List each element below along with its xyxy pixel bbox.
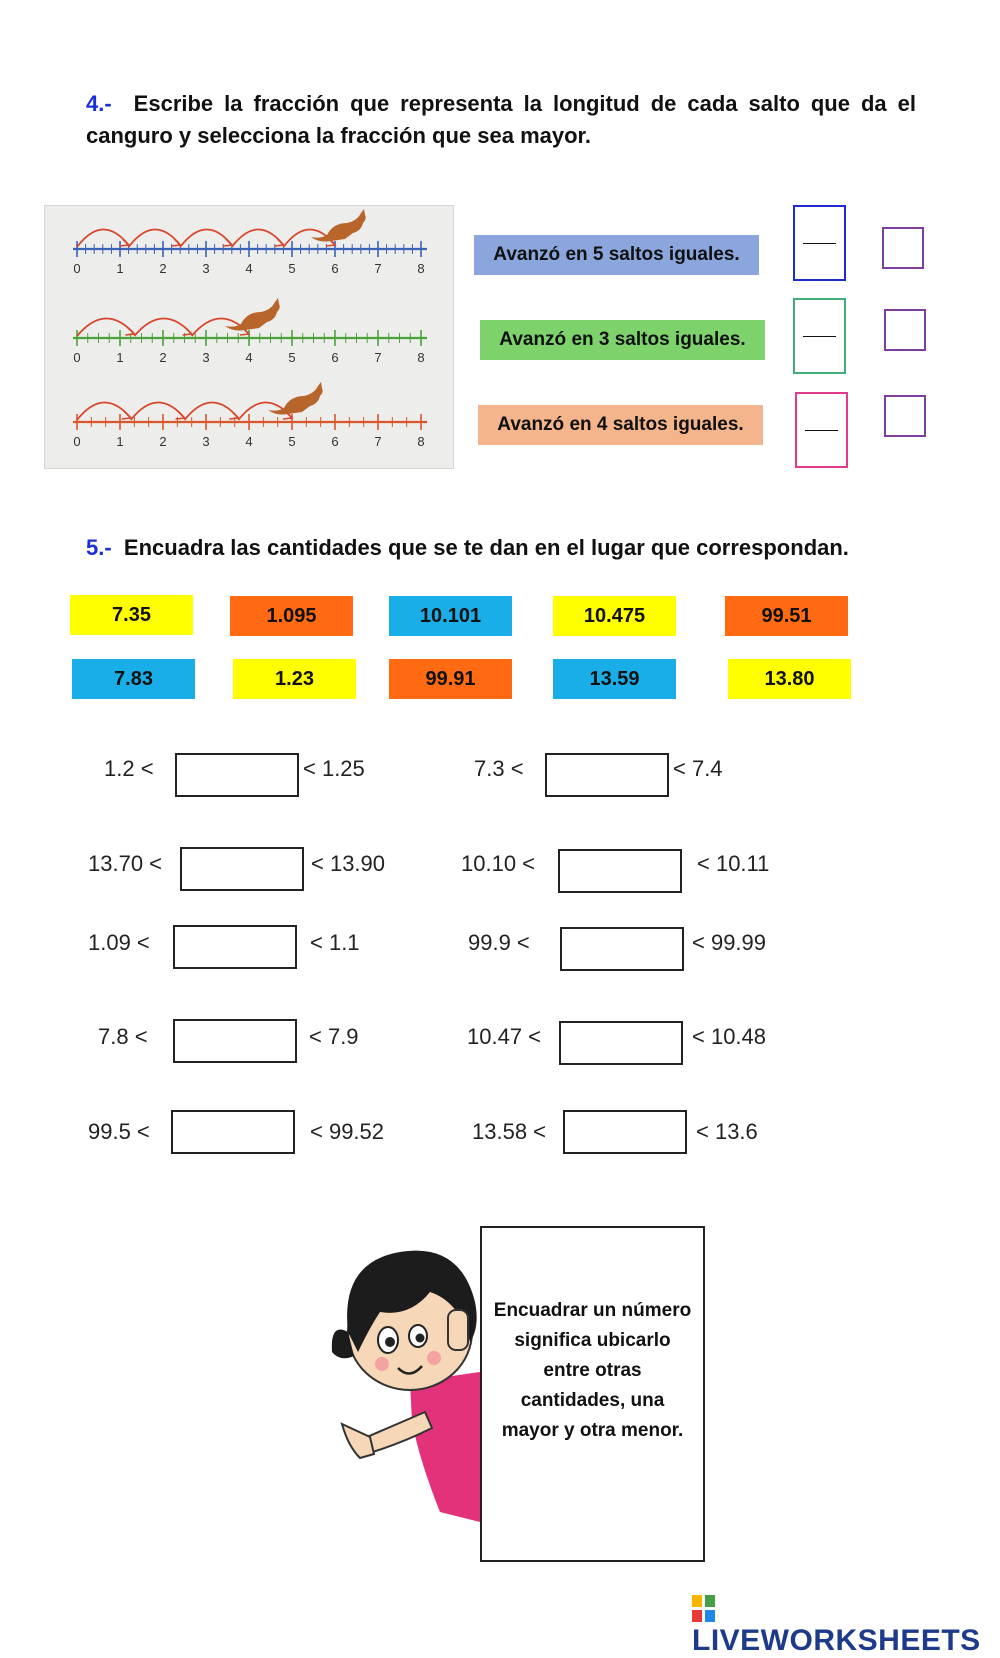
kangaroo-icon: [311, 209, 366, 242]
inequality-low-value: 99.5 <: [88, 1119, 150, 1144]
tick-label: 0: [73, 350, 81, 365]
inequality-high-value: < 99.52: [310, 1119, 385, 1144]
tick-label: 3: [202, 350, 210, 365]
tick-label: 5: [288, 434, 296, 449]
fraction-bar: [803, 336, 836, 337]
tick-label: 6: [331, 261, 339, 276]
kangaroo-icon: [225, 298, 280, 331]
question-4-title: [86, 88, 916, 152]
tick-label: 8: [417, 434, 425, 449]
jump-label-3: Avanzó en 3 saltos iguales.: [480, 320, 765, 360]
tick-label: 0: [73, 261, 81, 276]
inequality-low-value: 13.58 <: [472, 1119, 547, 1144]
inequality-low-value: 7.3 <: [474, 756, 524, 781]
fraction-bar: [805, 430, 838, 431]
tick-label: 2: [159, 434, 167, 449]
number-chip[interactable]: 99.51: [725, 596, 848, 636]
number-chip[interactable]: 99.91: [389, 659, 512, 699]
tick-label: 7: [374, 434, 382, 449]
inequality-low-value: 1.2 <: [104, 756, 154, 781]
select-greater-checkbox-3[interactable]: [884, 309, 926, 351]
inequality-high-value: < 7.4: [673, 756, 723, 781]
inequality-low-value: 13.70 <: [88, 851, 163, 876]
definition-note-text: Encuadrar un número significa ubicarlo entre otras cantidades, una mayor y otra menor.: [493, 1300, 692, 1441]
jump-arc: [185, 402, 239, 420]
number-lines-illustration: [45, 206, 453, 468]
inequality-high-value: < 1.25: [303, 756, 365, 781]
number-chip[interactable]: 10.475: [553, 596, 676, 636]
tick-label: 6: [331, 350, 339, 365]
question-4-number: 4.-: [86, 91, 112, 116]
tick-label: 3: [202, 434, 210, 449]
tick-label: 1: [116, 350, 124, 365]
inequality-high-value: < 13.6: [696, 1119, 758, 1144]
tick-label: 5: [288, 350, 296, 365]
inequality-answer-box[interactable]: [173, 925, 297, 969]
number-chip[interactable]: 1.23: [233, 659, 356, 699]
inequality-low-value: 7.8 <: [98, 1024, 148, 1049]
tick-label: 0: [73, 434, 81, 449]
number-chip[interactable]: 7.83: [72, 659, 195, 699]
inequality-low-value: 10.10 <: [461, 851, 536, 876]
inequality-low-value: 1.09 <: [88, 930, 150, 955]
fraction-bar: [803, 243, 836, 244]
inequality-answer-box[interactable]: [560, 927, 684, 971]
inequality-high-value: < 1.1: [310, 930, 360, 955]
inequality-answer-box[interactable]: [180, 847, 304, 891]
tick-label: 3: [202, 261, 210, 276]
jump-arc: [77, 318, 134, 336]
tick-label: 1: [116, 434, 124, 449]
inequality-answer-box[interactable]: [545, 753, 669, 797]
tick-label: 2: [159, 261, 167, 276]
inequality-answer-box[interactable]: [173, 1019, 297, 1063]
girl-illustration: [330, 1232, 490, 1532]
inequality-high-value: < 10.48: [692, 1024, 767, 1049]
tick-label: 8: [417, 350, 425, 365]
select-greater-checkbox-5[interactable]: [882, 227, 924, 269]
inequality-high-value: < 10.11: [697, 851, 770, 876]
brand-mark-icon: [692, 1595, 716, 1623]
fraction-answer-box-4[interactable]: [795, 392, 848, 468]
number-chip[interactable]: 1.095: [230, 596, 353, 636]
brand-logo: [692, 1595, 1000, 1658]
inequality-answer-box[interactable]: [171, 1110, 295, 1154]
tick-label: 4: [245, 261, 253, 276]
jump-label-4: Avanzó en 4 saltos iguales.: [478, 405, 763, 445]
brand-name: LIVEWORKSHEETS: [692, 1624, 981, 1657]
question-5-title: [86, 532, 946, 564]
question-5-text: Encuadra las cantidades que se te dan en el lugar que correspondan.: [123, 535, 849, 560]
tick-label: 5: [288, 261, 296, 276]
jump-arc: [77, 402, 131, 420]
inequality-high-value: < 99.99: [692, 930, 767, 955]
definition-note: [480, 1226, 705, 1562]
inequality-high-value: < 7.9: [309, 1024, 359, 1049]
number-chip[interactable]: 10.101: [389, 596, 512, 636]
tick-label: 7: [374, 261, 382, 276]
fraction-answer-box-5[interactable]: [793, 205, 846, 281]
inequality-answer-box[interactable]: [558, 849, 682, 893]
jump-label-5: Avanzó en 5 saltos iguales.: [474, 235, 759, 275]
inequality-low-value: 10.47 <: [467, 1024, 542, 1049]
question-4-text: Escribe la fracción que representa la longitud de cada salto que da el canguro y selecciona la fracción que sea mayor.: [86, 91, 916, 148]
number-chip[interactable]: 13.59: [553, 659, 676, 699]
tick-label: 6: [331, 434, 339, 449]
tick-label: 4: [245, 434, 253, 449]
inequality-answer-box[interactable]: [175, 753, 299, 797]
question-5-number: 5.-: [86, 535, 112, 560]
inequality-answer-box[interactable]: [563, 1110, 687, 1154]
select-greater-checkbox-4[interactable]: [884, 395, 926, 437]
inequality-high-value: < 13.90: [311, 851, 386, 876]
tick-label: 7: [374, 350, 382, 365]
fraction-answer-box-3[interactable]: [793, 298, 846, 374]
inequality-answer-box[interactable]: [559, 1021, 683, 1065]
tick-label: 1: [116, 261, 124, 276]
number-chip[interactable]: 7.35: [70, 595, 193, 635]
tick-label: 8: [417, 261, 425, 276]
tick-label: 4: [245, 350, 253, 365]
number-line-picture: [44, 205, 454, 469]
number-chip[interactable]: 13.80: [728, 659, 851, 699]
jump-arc: [131, 402, 185, 420]
tick-label: 2: [159, 350, 167, 365]
inequality-low-value: 99.9 <: [468, 930, 530, 955]
kangaroo-icon: [268, 382, 323, 415]
